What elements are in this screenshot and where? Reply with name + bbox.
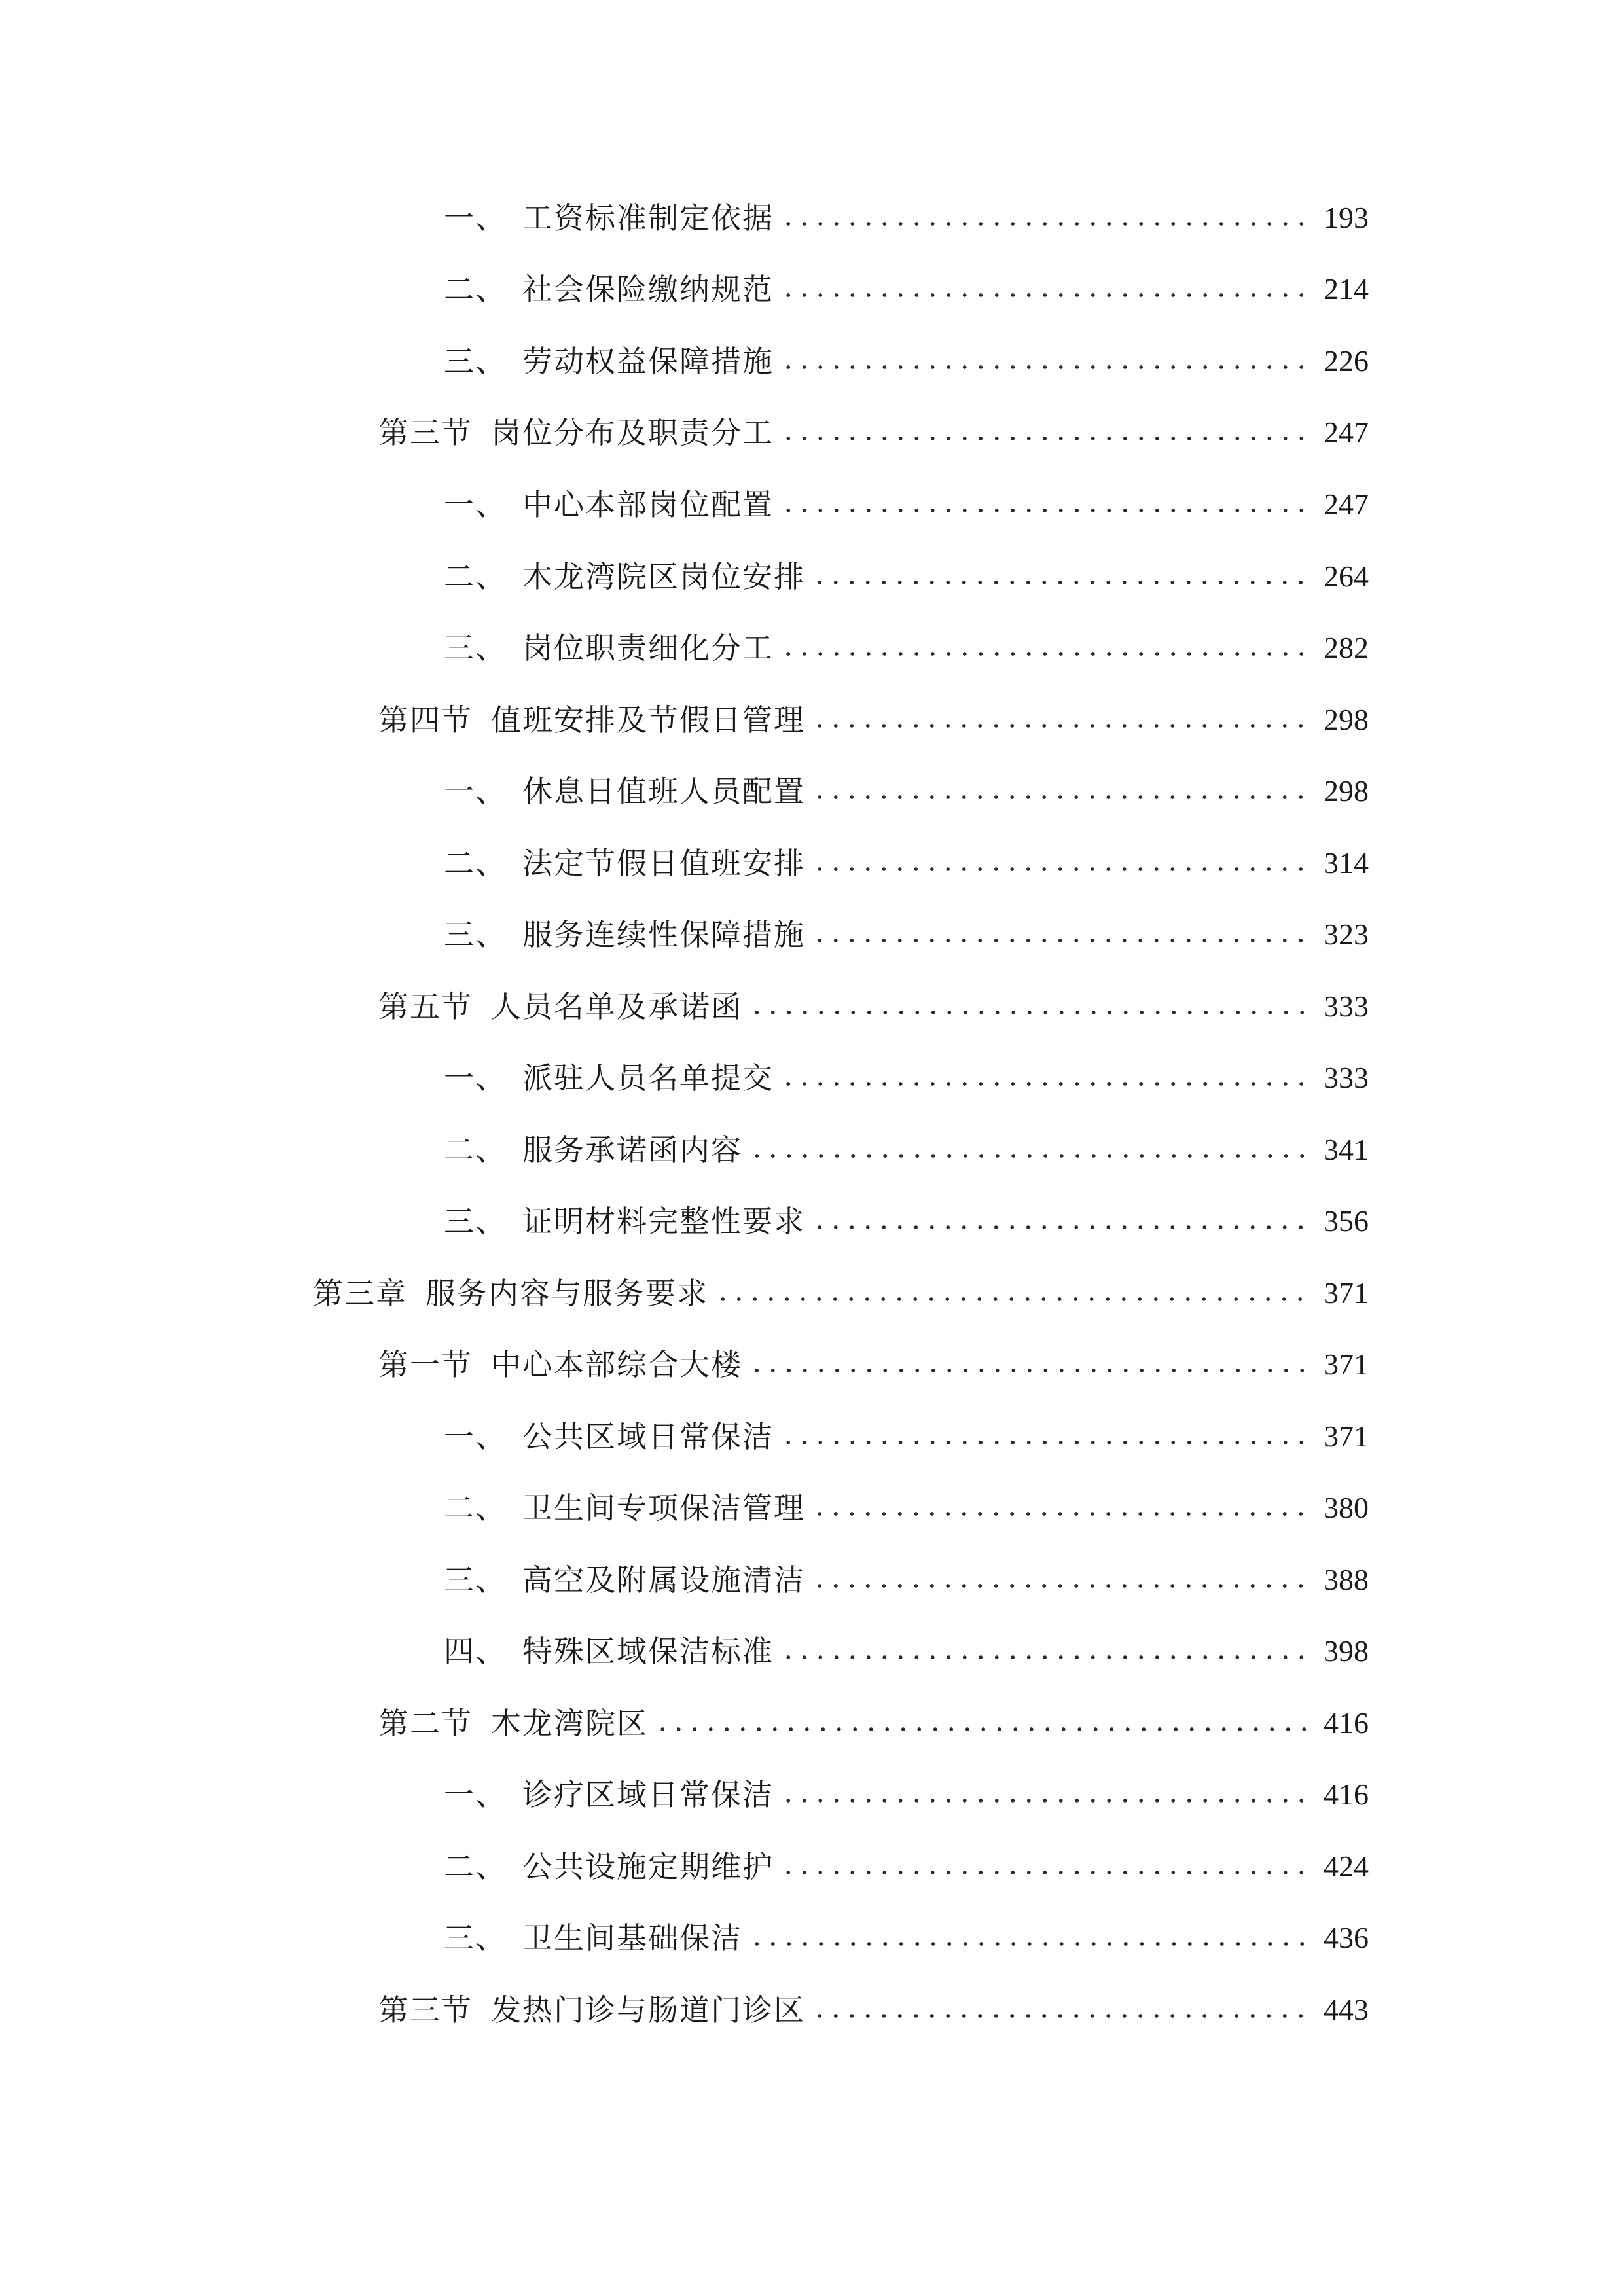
toc-entry-title: 劳动权益保障措施 [522,344,774,379]
toc-entry-title: 木龙湾院区岗位安排 [522,559,805,594]
toc-entry-title: 工资标准制定依据 [522,200,774,236]
toc-entry-title: 发热门诊与肠道门诊区 [491,1992,805,2028]
toc-entry-page: 416 [1324,1778,1369,1811]
toc-entry-number: 三、 [444,344,507,379]
toc-entry-title: 卫生间基础保洁 [522,1920,742,1956]
toc-entry[interactable] [444,625,1369,671]
toc-entry-number: 第四节 [378,702,473,738]
toc-dot-leader [749,1364,1311,1377]
toc-entry[interactable] [444,338,1369,384]
toc-dot-leader [780,1436,1311,1449]
toc-entry-page: 416 [1324,1706,1369,1740]
toc-dot-leader [780,1077,1311,1090]
toc-entry-page: 371 [1324,1348,1369,1381]
toc-entry-number: 第三节 [378,1992,473,2028]
toc-entry[interactable] [444,1844,1369,1890]
toc-entry-page: 436 [1324,1921,1369,1954]
toc-entry-number: 四、 [444,1634,507,1669]
toc-entry-page: 214 [1324,272,1369,306]
toc-entry-page: 443 [1324,1993,1369,2026]
toc-entry-number: 二、 [444,1132,507,1168]
toc-dot-leader [812,576,1311,589]
toc-entry-number: 三、 [444,1562,507,1598]
toc-dot-leader [780,217,1311,230]
toc-entry-page: 298 [1324,774,1369,808]
toc-dot-leader [812,863,1311,876]
toc-entry[interactable] [444,482,1369,528]
toc-entry[interactable] [378,984,1369,1030]
toc-entry[interactable] [444,768,1369,814]
toc-entry-title: 社会保险缴纳规范 [522,272,774,307]
toc-entry-title: 岗位职责细化分工 [522,630,774,666]
toc-entry-page: 356 [1324,1204,1369,1238]
toc-dot-leader [749,1937,1311,1950]
toc-entry-title: 高空及附属设施清洁 [522,1562,805,1598]
toc-entry-page: 282 [1324,631,1369,664]
toc-entry-title: 中心本部综合大楼 [491,1347,742,1382]
toc-entry[interactable] [444,554,1369,600]
toc-entry-number: 三、 [444,630,507,666]
toc-entry-number: 一、 [444,487,507,522]
toc-entry-number: 二、 [444,559,507,594]
toc-entry-page: 341 [1324,1133,1369,1166]
toc-entry[interactable] [378,697,1369,743]
toc-entry-number: 二、 [444,846,507,881]
toc-dot-leader [780,1794,1311,1807]
toc-dot-leader [780,289,1311,302]
toc-entry-page: 226 [1324,344,1369,378]
toc-entry[interactable] [444,1414,1369,1460]
toc-dot-leader [780,1866,1311,1879]
toc-dot-leader [780,432,1311,445]
toc-entry-number: 第三节 [378,415,473,450]
toc-entry[interactable] [378,1700,1369,1746]
toc-entry[interactable] [444,1557,1369,1603]
toc-entry-title: 岗位分布及职责分工 [491,415,774,450]
toc-entry-page: 371 [1324,1276,1369,1310]
toc-entry[interactable] [444,1772,1369,1818]
toc-entry-number: 三、 [444,1920,507,1956]
toc-entry-title: 服务承诺函内容 [522,1132,742,1168]
toc-entry-number: 第二节 [378,1706,473,1741]
toc-entry-number: 二、 [444,1849,507,1884]
toc-entry-page: 333 [1324,990,1369,1023]
toc-entry-title: 派驻人员名单提交 [522,1060,774,1096]
toc-dot-leader [749,1149,1311,1162]
toc-entry-number: 第一节 [378,1347,473,1382]
toc-entry-number: 一、 [444,774,507,809]
toc-dot-leader [812,1221,1311,1234]
toc-entry-page: 314 [1324,846,1369,880]
toc-entry-title: 服务连续性保障措施 [522,917,805,952]
toc-entry-page: 264 [1324,560,1369,593]
toc-dot-leader [812,2009,1311,2022]
toc-entry-page: 333 [1324,1061,1369,1094]
toc-dot-leader [812,791,1311,804]
toc-entry-title: 法定节假日值班安排 [522,846,805,881]
toc-entry-page: 398 [1324,1634,1369,1668]
toc-entry[interactable] [444,1628,1369,1674]
toc-entry-number: 一、 [444,200,507,236]
toc-entry-page: 388 [1324,1563,1369,1596]
toc-entry-page: 298 [1324,703,1369,736]
toc-entry-chapter[interactable] [313,1270,1369,1316]
toc-entry-page: 193 [1324,201,1369,234]
toc-entry[interactable] [444,1198,1369,1244]
toc-entry-number: 第五节 [378,989,473,1024]
toc-dot-leader [812,719,1311,732]
toc-entry-title: 证明材料完整性要求 [522,1204,805,1239]
toc-entry-title: 卫生间专项保洁管理 [522,1490,805,1526]
toc-entry[interactable] [444,1485,1369,1531]
toc-entry-page: 247 [1324,416,1369,449]
toc-entry-number: 二、 [444,1490,507,1526]
toc-dot-leader [715,1293,1311,1306]
toc-entry-title: 公共设施定期维护 [522,1849,774,1884]
toc-entry-title: 人员名单及承诺函 [491,989,742,1024]
toc-dot-leader [812,934,1311,947]
toc-entry-title: 木龙湾院区 [491,1706,648,1741]
toc-dot-leader [812,1507,1311,1520]
toc-entry[interactable] [378,1342,1369,1388]
toc-entry-title: 诊疗区域日常保洁 [522,1777,774,1812]
toc-entry-number: 二、 [444,272,507,307]
toc-entry[interactable] [444,266,1369,312]
toc-entry-title: 公共区域日常保洁 [522,1419,774,1454]
toc-entry[interactable] [378,410,1369,456]
toc-dot-leader [812,1579,1311,1592]
toc-entry-page: 247 [1324,488,1369,521]
toc-entry-page: 424 [1324,1850,1369,1883]
toc-dot-leader [780,504,1311,517]
toc-entry[interactable] [444,195,1369,241]
toc-entry-number: 第三章 [313,1276,407,1311]
toc-entry-title: 特殊区域保洁标准 [522,1634,774,1669]
toc-entry-title: 休息日值班人员配置 [522,774,805,809]
toc-entry-number: 一、 [444,1060,507,1096]
toc-dot-leader [655,1723,1311,1736]
toc-entry[interactable] [444,840,1369,886]
toc-entry-title: 服务内容与服务要求 [425,1276,708,1311]
toc-entry-number: 一、 [444,1419,507,1454]
toc-entry[interactable] [444,1915,1369,1961]
toc-dot-leader [749,1006,1311,1019]
toc-entry[interactable] [378,1987,1369,2033]
toc-dot-leader [780,361,1311,374]
toc-entry-title: 中心本部岗位配置 [522,487,774,522]
toc-entry-page: 380 [1324,1491,1369,1524]
toc-entry-title: 值班安排及节假日管理 [491,702,805,738]
toc-dot-leader [780,647,1311,660]
toc-entry-page: 323 [1324,918,1369,951]
toc-entry[interactable] [444,1127,1369,1173]
toc-entry-number: 一、 [444,1777,507,1812]
toc-entry[interactable] [444,912,1369,958]
toc-entry[interactable] [444,1055,1369,1101]
toc-entry-number: 三、 [444,917,507,952]
toc-dot-leader [780,1651,1311,1664]
toc-entry-page: 371 [1324,1420,1369,1453]
toc-entry-number: 三、 [444,1204,507,1239]
